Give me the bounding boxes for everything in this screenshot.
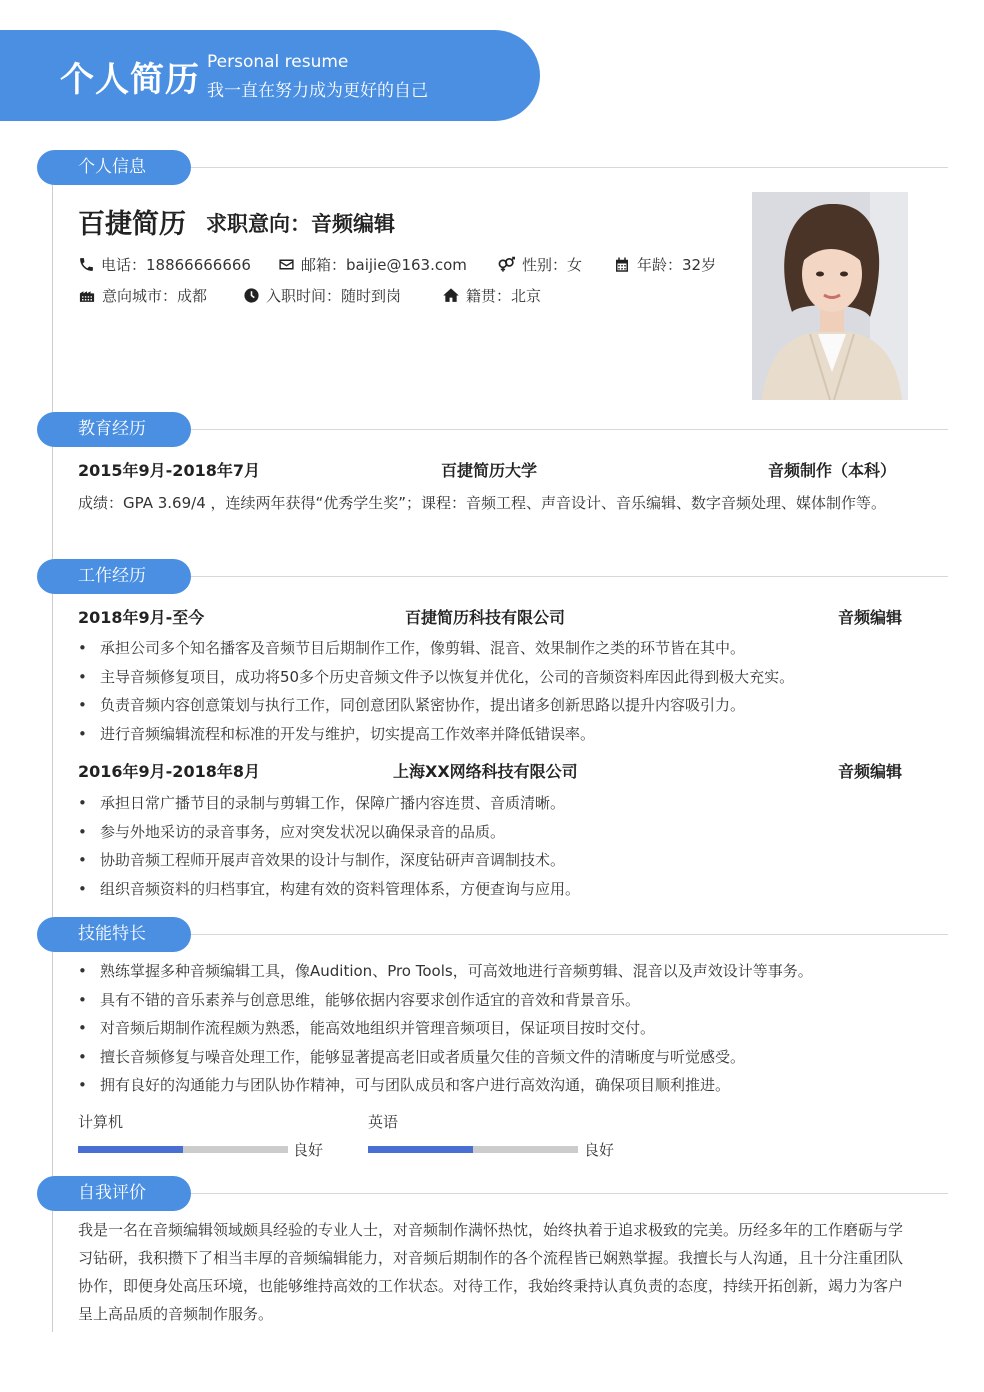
section-divider bbox=[191, 429, 948, 430]
city-info bbox=[78, 285, 207, 306]
header-banner bbox=[0, 30, 540, 121]
list-item: • 主导音频修复项目，成功将50多个历史音频文件予以恢复并优化，公司的音频资料库因此得到极大充实。 bbox=[78, 663, 908, 692]
edu-major: 音频制作（本科） bbox=[768, 461, 897, 480]
work-duties-list bbox=[78, 789, 908, 903]
self-eval-text: 我是一名在音频编辑领域颇具经验的专业人士，对音频制作满怀热忱，始终执着于追求极致的完美。历经多年的工作磨砺与学习钻研，我积攒下了相当丰厚的音频编辑能力，对音频后期制作的各个流程皆已娴熟掌握。我擅长与人沟通，且十分注重团队协作，即便身处高压环境，也能够维持高效的工作状态。对待工作，我始终秉持认真负责的态度，持续开拓创新，竭力为客户呈上高品质的音频制作服务。 bbox=[78, 1221, 904, 1323]
section-personal-heading: 个人信息 bbox=[37, 150, 191, 185]
list-item: • 拥有良好的沟通能力与团队协作精神，可与团队成员和客户进行高效沟通，确保项目顺利推进。 bbox=[78, 1071, 908, 1100]
gender-icon bbox=[497, 256, 516, 273]
resume-title: 个人简历 bbox=[60, 60, 200, 100]
email-info bbox=[278, 254, 467, 275]
timeline-line bbox=[52, 168, 53, 1332]
candidate-name: 百捷简历 bbox=[78, 209, 186, 240]
origin-text: 籍贯：北京 bbox=[466, 287, 542, 305]
calendar-icon bbox=[613, 256, 631, 274]
list-item: • 熟练掌握多种音频编辑工具，像Audition、Pro Tools，可高效地进行音频剪辑、混音以及声效设计等事务。 bbox=[78, 957, 908, 986]
entry-text: 入职时间：随时到岗 bbox=[266, 287, 402, 305]
section-self-heading: 自我评价 bbox=[37, 1176, 191, 1211]
list-item: • 进行音频编辑流程和标准的开发与维护，切实提高工作效率并降低错误率。 bbox=[78, 720, 908, 749]
skill-bar-english bbox=[368, 1146, 578, 1153]
work-duties-list bbox=[78, 634, 908, 748]
list-item: • 组织音频资料的归档事宜，构建有效的资料管理体系，方便查询与应用。 bbox=[78, 875, 908, 904]
skill-label-computer: 计算机 bbox=[78, 1113, 124, 1131]
edu-date: 2015年9月-2018年7月 bbox=[78, 461, 260, 480]
list-item: • 擅长音频修复与噪音处理工作，能够显著提高老旧或者质量欠佳的音频文件的清晰度与听觉感受。 bbox=[78, 1043, 908, 1072]
section-divider bbox=[191, 934, 948, 935]
list-item: • 承担公司多个知名播客及音频节目后期制作工作，像剪辑、混音、效果制作之类的环节皆在其中。 bbox=[78, 634, 908, 663]
mail-icon bbox=[278, 256, 295, 273]
gender-info bbox=[497, 254, 582, 275]
section-divider bbox=[191, 167, 948, 168]
profile-photo bbox=[752, 192, 908, 400]
list-item: • 协助音频工程师开展声音效果的设计与制作，深度钻研声音调制技术。 bbox=[78, 846, 908, 875]
email-text: 邮箱：baijie@163.com bbox=[301, 256, 467, 274]
clock-icon bbox=[243, 287, 260, 304]
resume-subtitle-en: Personal resume bbox=[207, 52, 349, 72]
work-date: 2016年9月-2018年8月 bbox=[78, 762, 260, 781]
list-item: • 承担日常广播节目的录制与剪辑工作，保障广播内容连贯、音质清晰。 bbox=[78, 789, 908, 818]
edu-school: 百捷简历大学 bbox=[441, 461, 538, 480]
work-date: 2018年9月-至今 bbox=[78, 608, 205, 627]
age-info bbox=[613, 254, 716, 275]
skill-bar-fill bbox=[78, 1146, 183, 1153]
city-text: 意向城市：成都 bbox=[102, 287, 208, 305]
list-item: • 具有不错的音乐素养与创意思维，能够依据内容要求创作适宜的音效和背景音乐。 bbox=[78, 986, 908, 1015]
section-education-heading: 教育经历 bbox=[37, 412, 191, 447]
resume-subtitle-cn: 我一直在努力成为更好的自己 bbox=[207, 81, 428, 101]
skill-bar-computer bbox=[78, 1146, 288, 1153]
home-icon bbox=[442, 287, 460, 304]
job-intent: 求职意向：音频编辑 bbox=[206, 212, 395, 236]
skill-level-computer: 良好 bbox=[293, 1141, 324, 1159]
list-item: • 对音频后期制作流程颇为熟悉，能高效地组织并管理音频项目，保证项目按时交付。 bbox=[78, 1014, 908, 1043]
skill-label-english: 英语 bbox=[368, 1113, 399, 1131]
list-item: • 负责音频内容创意策划与执行工作，同创意团队紧密协作，提出诸多创新思路以提升内容吸引力。 bbox=[78, 691, 908, 720]
list-item: • 参与外地采访的录音事务，应对突发状况以确保录音的品质。 bbox=[78, 818, 908, 847]
entry-info bbox=[243, 285, 401, 306]
section-skills-heading: 技能特长 bbox=[37, 917, 191, 952]
work-role: 音频编辑 bbox=[838, 608, 903, 627]
section-divider bbox=[191, 1193, 948, 1194]
section-work-heading: 工作经历 bbox=[37, 559, 191, 594]
work-company: 上海XX网络科技有限公司 bbox=[393, 762, 578, 781]
section-divider bbox=[191, 576, 948, 577]
skill-level-english: 良好 bbox=[584, 1141, 615, 1159]
skill-bar-fill bbox=[368, 1146, 473, 1153]
origin-info bbox=[442, 285, 541, 306]
phone-info bbox=[78, 254, 251, 275]
age-text: 年龄：32岁 bbox=[637, 256, 717, 274]
work-role: 音频编辑 bbox=[838, 762, 903, 781]
edu-detail: 成绩：GPA 3.69/4 ，连续两年获得“优秀学生奖”；课程：音频工程、声音设计、音乐编辑、数字音频处理、媒体制作等。 bbox=[78, 494, 887, 512]
phone-text: 电话：18866666666 bbox=[101, 256, 251, 274]
skills-list bbox=[78, 957, 908, 1100]
gender-text: 性别：女 bbox=[522, 256, 583, 274]
phone-icon bbox=[78, 256, 95, 273]
city-icon bbox=[78, 287, 96, 304]
work-company: 百捷简历科技有限公司 bbox=[405, 608, 566, 627]
